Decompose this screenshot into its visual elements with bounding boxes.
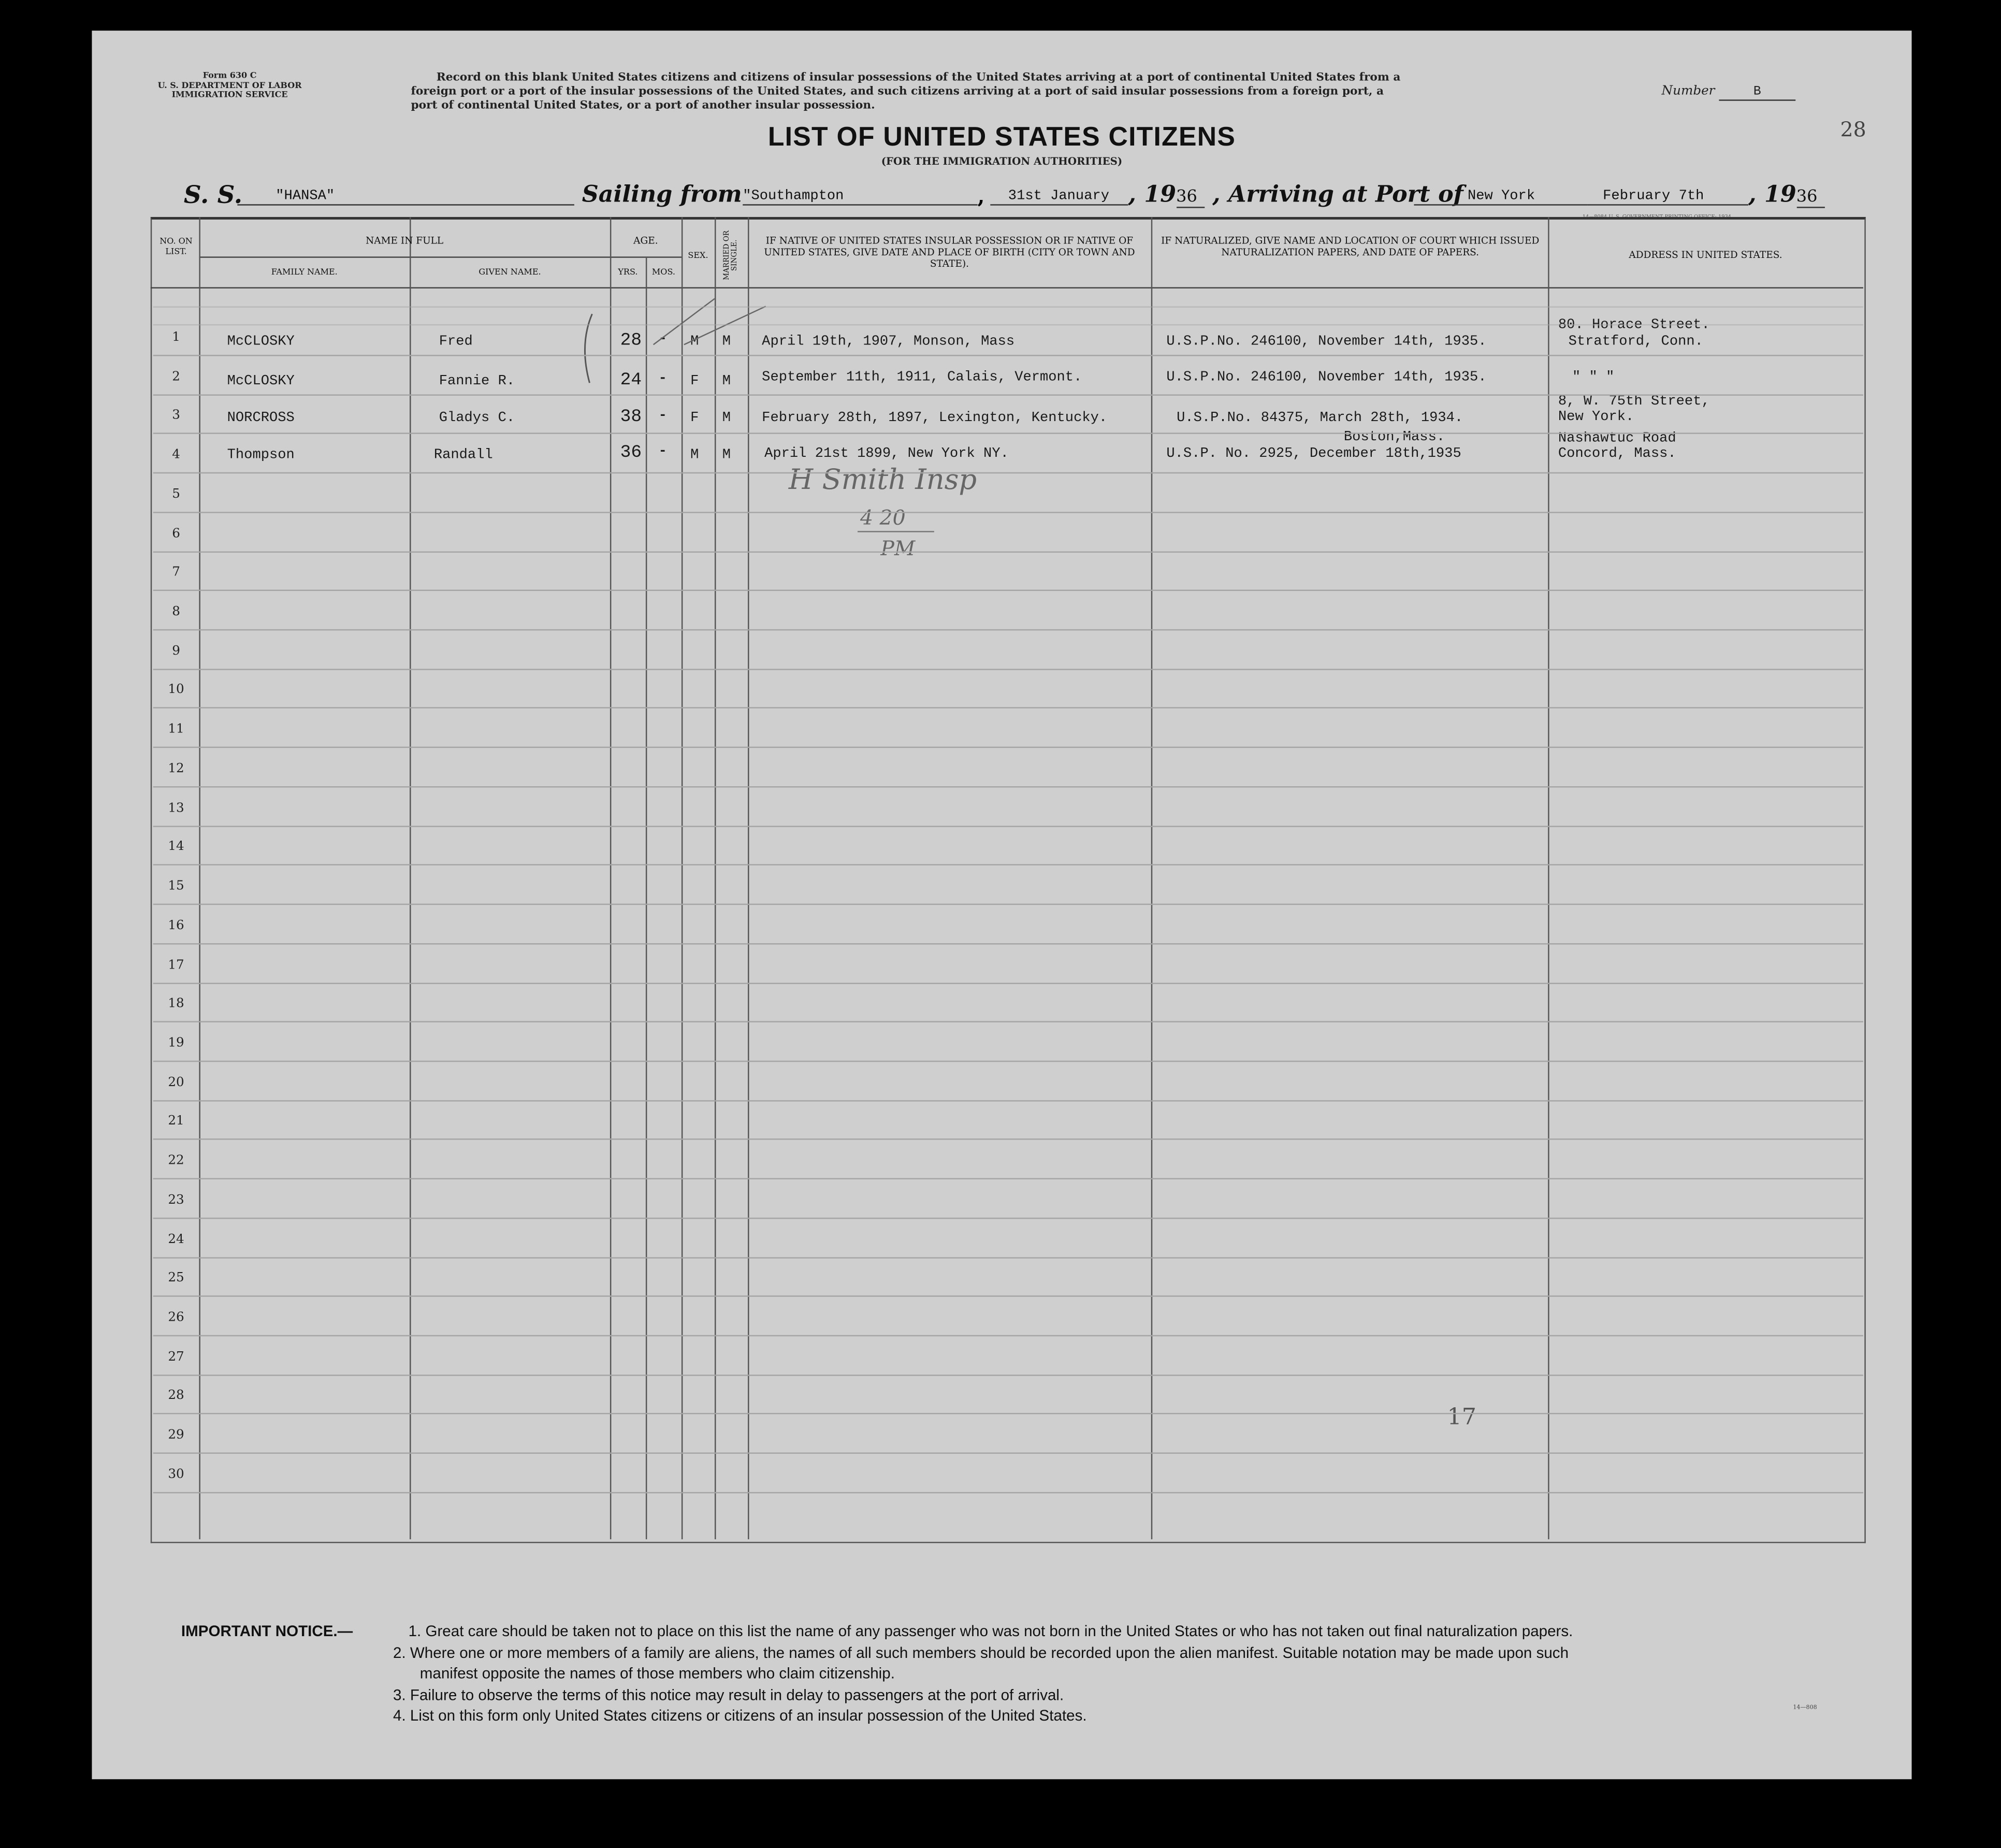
header-sex: SEX. (688, 250, 708, 261)
check-marks (561, 294, 778, 396)
age-months: - (658, 444, 667, 460)
row-rule (153, 1335, 1863, 1336)
marital-status: M (722, 411, 731, 427)
given-name: Fannie R. (439, 374, 515, 389)
col-divider (1151, 217, 1152, 1539)
row-number: 23 (168, 1193, 184, 1207)
form-title: LIST OF UNITED STATES CITIZENS (767, 122, 1236, 152)
sail-year-value: 36 (1176, 187, 1204, 208)
number-value: B (1719, 85, 1795, 101)
address-ditto: " " " (1572, 370, 1615, 386)
list-number (1662, 84, 1796, 101)
bottom-code: 14—808 (1793, 1705, 1817, 1712)
instruction-line-3: port of continental United States, or a port of another insular possession. (411, 99, 875, 112)
naturalization-info: U.S.P.No. 246100, November 14th, 1935. (1166, 370, 1487, 386)
row-rule (153, 1139, 1863, 1140)
row-number: 13 (168, 801, 184, 815)
row-rule (153, 669, 1863, 670)
header-birth: IF NATIVE OF UNITED STATES INSULAR POSSESSION OR IF NATIVE OF UNITED STATES, GIVE DATE AND PLACE OF BIRTH (CITY OR TOWN AND STATE). (764, 235, 1135, 269)
row-number: 16 (168, 918, 184, 933)
row-rule (153, 306, 1863, 307)
form-id-block (153, 71, 307, 100)
sex: F (690, 411, 699, 427)
sex: M (690, 334, 699, 350)
arrival-year-value: 36 (1796, 187, 1824, 208)
inspection-time: 4 20 (860, 505, 906, 530)
header-name-in-full: NAME IN FULL (366, 235, 444, 247)
row-number: 7 (172, 566, 180, 580)
row-number: 20 (168, 1075, 184, 1090)
age-months: - (658, 371, 667, 387)
row-rule (153, 1218, 1863, 1219)
row-number: 10 (168, 683, 184, 698)
given-name: Gladys C. (439, 411, 515, 427)
address-line-1: Nashawtuc Road (1558, 431, 1676, 447)
row-rule (153, 904, 1863, 905)
row-rule (153, 590, 1863, 591)
inspector-signature: H Smith Insp (788, 465, 977, 497)
row-number: 26 (168, 1310, 184, 1325)
naturalization-info: U.S.P. No. 2925, December 18th,1935 (1166, 446, 1461, 463)
form-service: IMMIGRATION SERVICE (171, 89, 288, 100)
row-rule (153, 825, 1863, 826)
header-years: YRS. (618, 267, 638, 277)
header-address: ADDRESS IN UNITED STATES. (1629, 249, 1782, 261)
header-age: AGE. (633, 235, 658, 247)
address-line-2: Stratford, Conn. (1568, 334, 1703, 350)
row-number: 3 (172, 409, 180, 423)
row-rule (153, 864, 1863, 865)
important-notice (181, 1621, 1573, 1726)
bottom-handwritten-mark: 17 (1447, 1404, 1476, 1431)
family-name: Thompson (227, 447, 295, 464)
col-divider (610, 217, 611, 1539)
row-number: 22 (168, 1153, 184, 1168)
from-port: "Southampton (743, 189, 977, 206)
table-header-divider (151, 287, 1863, 288)
age-years: 36 (620, 443, 642, 464)
sail-year: , 1936 (1128, 181, 1204, 208)
number-label: Number (1661, 84, 1715, 98)
naturalization-court: Boston,Mass. (1343, 430, 1445, 446)
sex: F (690, 374, 699, 389)
form-number: Form 630 C (202, 70, 257, 81)
time-underline (858, 531, 934, 532)
row-rule (153, 982, 1863, 983)
notice-item-1: 1. Great care should be taken not to place on this list the name of any passenger who was not born in the United States or who has not taken out final naturalization papers. (408, 1622, 1573, 1640)
row-number: 8 (172, 605, 180, 619)
col-divider (748, 217, 749, 1539)
col-divider (199, 217, 200, 1539)
row-rule (153, 1100, 1863, 1101)
row-number: 27 (168, 1350, 184, 1364)
family-name: NORCROSS (227, 411, 295, 427)
row-rule (153, 551, 1863, 552)
sex: M (690, 447, 699, 464)
row-number: 9 (172, 644, 180, 658)
row-rule (153, 433, 1863, 434)
row-number: 14 (168, 840, 184, 855)
birth-info: April 21st 1899, New York NY. (764, 446, 1009, 463)
header-married: MARRIED OR SINGLE. (723, 230, 739, 280)
col-divider (682, 217, 683, 1539)
row-rule (153, 394, 1863, 395)
arriving-label: , Arriving at Port of (1212, 181, 1463, 208)
row-rule (153, 1178, 1863, 1179)
row-number: 2 (172, 369, 180, 384)
page-number: 28 (1840, 117, 1866, 142)
printer-mark: 14—8084 U. S. GOVERNMENT PRINTING OFFICE: 1934 (1582, 213, 1732, 220)
row-rule (153, 1257, 1863, 1258)
address-line-1: 8, W. 75th Street, (1558, 394, 1710, 410)
form-department: U. S. DEPARTMENT OF LABOR (157, 80, 302, 90)
row-number: 21 (168, 1115, 184, 1129)
notice-item-4: 4. List on this form only United States citizens or citizens of an insular possession of the United States. (393, 1706, 1087, 1725)
row-rule (153, 943, 1863, 944)
header-naturalized: IF NATURALIZED, GIVE NAME AND LOCATION OF COURT WHICH ISSUED NATURALIZATION PAPERS, AND DATE OF PAPERS. (1161, 235, 1540, 258)
birth-info: September 11th, 1911, Calais, Vermont. (762, 370, 1082, 386)
row-rule (153, 1453, 1863, 1454)
age-months: - (658, 331, 667, 348)
ship-name: "HANSA" (237, 189, 574, 206)
form-instructions (411, 71, 1401, 113)
col-divider (646, 256, 647, 1539)
form-subtitle: (FOR THE IMMIGRATION AUTHORITIES) (881, 154, 1123, 167)
address-line-2: New York. (1558, 410, 1634, 425)
sailing-label: Sailing from (582, 181, 742, 208)
row-rule (153, 1061, 1863, 1062)
row-number: 17 (168, 958, 184, 972)
row-number: 24 (168, 1232, 184, 1247)
col-divider (715, 217, 716, 1539)
row-number: 11 (168, 723, 184, 737)
row-number: 25 (168, 1272, 184, 1286)
row-rule (153, 1296, 1863, 1297)
comma: , (977, 183, 985, 208)
birth-info: April 19th, 1907, Monson, Mass (762, 334, 1015, 350)
col-divider (1548, 217, 1549, 1539)
instruction-line-2: foreign port or a port of the insular possessions of the United States, and such citizens arriving at a port of said insular possessions from a foreign port, a (411, 85, 1384, 98)
notice-item-3: 3. Failure to observe the terms of this notice may result in delay to passengers at the port of arrival. (393, 1685, 1064, 1703)
header-no: NO. ON LIST. (160, 236, 193, 257)
naturalization-info: U.S.P.No. 84375, March 28th, 1934. (1177, 411, 1463, 427)
marital-status: M (722, 334, 731, 350)
address-line-2: Concord, Mass. (1558, 446, 1676, 463)
marital-status: M (722, 374, 731, 389)
year-prefix: 19 (1144, 181, 1177, 208)
row-number: 1 (172, 330, 180, 345)
col-divider (410, 217, 411, 1539)
birth-info: February 28th, 1897, Lexington, Kentucky. (762, 411, 1108, 427)
arriving-label-text: Arriving at Port of (1228, 181, 1463, 208)
arrival-date: February 7th (1588, 189, 1749, 206)
row-rule (153, 786, 1863, 787)
given-name: Fred (439, 334, 473, 350)
row-number: 6 (172, 526, 180, 541)
notice-item-2a: 2. Where one or more members of a family are aliens, the names of all such members should be recorded upon the alien manifest. Suitable notation may be made upon such (393, 1643, 1569, 1662)
family-name: McCLOSKY (227, 334, 295, 350)
arrival-port: New York (1414, 189, 1587, 206)
row-number: 28 (168, 1389, 184, 1404)
arrival-year-prefix: 19 (1764, 181, 1796, 208)
row-rule (153, 1413, 1863, 1414)
notice-label: IMPORTANT NOTICE.— (181, 1622, 353, 1640)
row-number: 12 (168, 761, 184, 776)
row-number: 18 (168, 997, 184, 1012)
row-rule (153, 1374, 1863, 1375)
row-rule (153, 1021, 1863, 1022)
sail-date: 31st January (990, 189, 1128, 206)
marital-status: M (722, 447, 731, 464)
row-rule (153, 1492, 1863, 1493)
row-rule (153, 708, 1863, 709)
inspection-time-suffix: PM (880, 536, 916, 560)
address-line-1: 80. Horace Street. (1558, 317, 1710, 334)
row-rule (153, 472, 1863, 473)
age-months: - (658, 408, 667, 424)
header-family-name: FAMILY NAME. (271, 267, 338, 277)
row-number: 15 (168, 879, 184, 894)
instruction-line-1: Record on this blank United States citizens and citizens of insular possessions of the United States arriving at a port of continental United States from a (436, 71, 1401, 84)
name-header-divider (199, 256, 682, 257)
row-rule (153, 512, 1863, 513)
ss-label: S. S. (183, 181, 243, 210)
notice-item-2b: manifest opposite the names of those members who claim citizenship. (419, 1664, 895, 1682)
row-rule (153, 747, 1863, 748)
row-rule (153, 324, 1863, 325)
row-number: 5 (172, 487, 180, 502)
header-months: MOS. (651, 267, 675, 277)
row-number: 29 (168, 1428, 184, 1443)
row-number: 30 (168, 1467, 184, 1482)
given-name: Randall (433, 447, 493, 464)
age-years: 28 (620, 330, 642, 351)
row-number: 19 (168, 1036, 184, 1051)
row-number: 4 (172, 448, 180, 463)
family-name: McCLOSKY (227, 374, 295, 389)
naturalization-info: U.S.P.No. 246100, November 14th, 1935. (1166, 334, 1487, 350)
age-years: 38 (620, 407, 642, 428)
header-given-name: GIVEN NAME. (479, 267, 541, 277)
age-years: 24 (620, 370, 642, 391)
row-rule (153, 355, 1863, 356)
arrival-year: , 1936 (1748, 181, 1824, 208)
row-rule (153, 629, 1863, 630)
